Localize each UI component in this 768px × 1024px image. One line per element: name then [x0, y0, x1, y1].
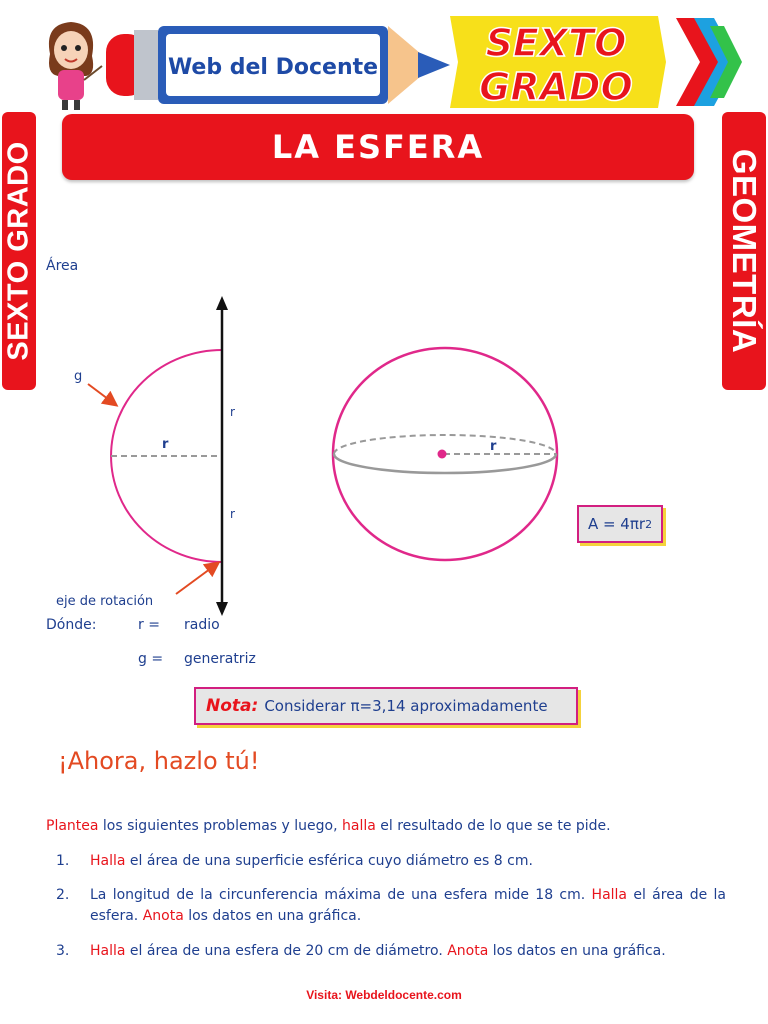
problem-keyword: Halla	[591, 887, 628, 903]
side-tab-grade-label: SEXTO GRADO	[2, 141, 35, 361]
intro-text-1: los siguientes problemas y luego,	[98, 818, 342, 834]
axis-pointer-arrow	[176, 566, 214, 594]
definition-meaning-g: generatriz	[184, 651, 256, 667]
problem-item	[56, 885, 726, 927]
label-r-lower: r	[230, 507, 235, 521]
practice-heading: ¡Ahora, hazlo tú!	[58, 747, 260, 775]
instructions-intro	[46, 818, 611, 834]
label-g: g	[74, 369, 83, 384]
problem-text: los datos en una gráfica.	[488, 943, 666, 959]
definition-symbol-g: g =	[138, 651, 164, 667]
page-title-bar	[62, 114, 694, 180]
axis-arrow-up-icon	[216, 296, 228, 310]
nota-label: Nota:	[206, 696, 259, 716]
problem-keyword: Anota	[447, 943, 489, 959]
axis-arrow-down-icon	[216, 602, 228, 616]
nota-text: Considerar π=3,14 aproximadamente	[264, 697, 548, 715]
formula-lhs: A = 4	[587, 515, 630, 533]
intro-word-halla: halla	[342, 818, 376, 834]
problem-text: el área de una superficie esférica cuyo diámetro es 8 cm.	[125, 853, 533, 869]
problem-text: los datos en una gráfica.	[183, 908, 362, 924]
problem-keyword: Halla	[90, 853, 126, 869]
problem-text: el área de la esfera.	[90, 887, 726, 924]
formula-r: r	[638, 515, 646, 533]
brand-name: Web del Docente	[167, 55, 379, 80]
intro-word-plantea: Plantea	[46, 818, 99, 834]
definitions-donde: Dónde:	[46, 617, 97, 633]
page-title: LA ESFERA	[271, 128, 485, 166]
side-tab-subject-label: GEOMETRÍA	[726, 148, 763, 354]
problem-keyword: Halla	[90, 943, 126, 959]
problem-number: 2.	[56, 887, 70, 903]
sphere-center-dot	[438, 450, 447, 459]
problem-text: La longitud de la circunferencia máxima de una esfera mide 18 cm.	[90, 887, 592, 903]
problem-item	[56, 941, 726, 962]
grade-logo	[444, 10, 744, 114]
definition-symbol-r: r =	[138, 617, 160, 633]
label-axis: eje de rotación	[56, 594, 154, 609]
problem-item	[56, 851, 726, 872]
problem-keyword: Anota	[142, 908, 184, 924]
formula-pi: π	[629, 515, 639, 533]
grade-line-1: SEXTO	[485, 21, 627, 65]
footer-link[interactable]: Visita: Webdeldocente.com	[306, 988, 462, 1002]
teacher-mascot-icon	[36, 14, 106, 110]
label-r-upper: r	[230, 405, 235, 419]
area-formula-box	[577, 505, 663, 543]
area-heading: Área	[46, 258, 79, 274]
grade-line-2: GRADO	[479, 65, 633, 109]
intro-text-2: el resultado de lo que se te pide.	[375, 818, 611, 834]
brand-pencil-logo	[104, 20, 450, 110]
label-r-left: r	[162, 437, 169, 452]
problem-text: el área de una esfera de 20 cm de diámetro.	[125, 943, 448, 959]
problem-number: 1.	[56, 853, 70, 869]
sphere-diagram	[0, 290, 768, 620]
label-r-sphere: r	[490, 439, 497, 454]
nota-box	[194, 687, 578, 725]
problem-number: 3.	[56, 943, 70, 959]
g-pointer-arrow	[88, 384, 112, 402]
definition-meaning-r: radio	[184, 617, 220, 633]
formula-exponent: 2	[645, 517, 653, 531]
